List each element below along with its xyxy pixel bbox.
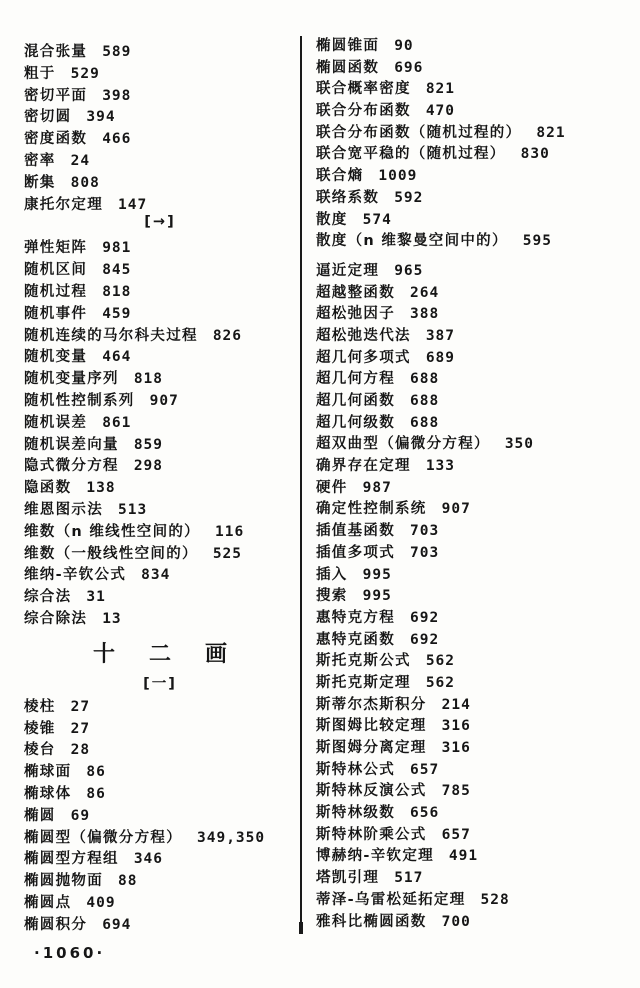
entry-term: 断集 — [24, 174, 56, 191]
entry-page-number: 907 — [149, 392, 179, 409]
entry-term: 椭圆锥面 — [316, 38, 380, 54]
index-entry — [316, 823, 638, 845]
index-entry — [316, 714, 638, 736]
index-entry — [316, 432, 638, 454]
index-entry — [316, 476, 638, 498]
index-entry — [24, 324, 296, 346]
index-entry — [24, 607, 296, 629]
index-entry — [24, 760, 296, 782]
entry-term: 随机误差 — [24, 414, 88, 431]
entry-term: 椭圆型方程组 — [24, 851, 119, 868]
entry-page-number: 657 — [441, 826, 471, 843]
entry-page-number: 525 — [212, 545, 243, 562]
index-entry — [24, 62, 296, 84]
index-entry — [24, 520, 296, 542]
entry-term: 联合分布函数（随机过程的） — [316, 124, 522, 141]
entry-term: 随机变量序列 — [24, 371, 119, 388]
index-entry — [24, 258, 296, 280]
index-entry — [24, 433, 296, 455]
entry-page-number: 88 — [118, 873, 138, 890]
index-entry — [24, 913, 296, 935]
entry-term: 惠特克方程 — [316, 609, 395, 626]
entry-term: 混合张量 — [24, 44, 88, 60]
entry-term: 密切平面 — [24, 87, 88, 104]
entry-page-number: 861 — [102, 414, 132, 431]
entry-term: 联合宽平稳的（随机过程） — [316, 146, 506, 163]
entry-page-number: 574 — [362, 211, 392, 228]
entry-page-number: 470 — [425, 103, 456, 120]
entry-term: 椭圆积分 — [24, 916, 88, 933]
index-column-right — [316, 34, 638, 931]
entry-term: 超几何多项式 — [316, 349, 411, 366]
entry-page-number: 1009 — [378, 168, 418, 185]
entry-term: 密度函数 — [24, 131, 88, 148]
entry-term: 斯图姆比较定理 — [316, 718, 427, 735]
entry-page-number: 688 — [410, 414, 440, 431]
entry-page-number: 826 — [212, 327, 243, 344]
entry-term: 散度（n 维黎曼空间中的） — [316, 233, 508, 250]
entry-term: 超双曲型（偏微分方程） — [316, 436, 490, 453]
entry-page-number: 834 — [141, 567, 171, 584]
entry-page-number: 491 — [448, 848, 479, 865]
entry-page-number: 513 — [118, 501, 148, 518]
entry-page-number: 31 — [86, 589, 106, 606]
index-entry — [24, 695, 296, 717]
entry-term: 插入 — [316, 566, 348, 583]
entry-term: 联合概率密度 — [316, 81, 411, 98]
entry-term: 超松弛因子 — [316, 306, 395, 323]
index-entry — [24, 585, 296, 607]
entry-term: 硬件 — [316, 479, 348, 496]
entry-term: 散度 — [316, 211, 348, 228]
entry-term: 超几何方程 — [316, 371, 395, 388]
index-entry — [24, 454, 296, 476]
entry-page-number: 69 — [70, 807, 91, 824]
entry-term: 超几何函数 — [316, 393, 395, 409]
entry-page-number: 859 — [133, 436, 164, 453]
index-entry — [316, 693, 638, 715]
entry-page-number: 703 — [410, 544, 440, 561]
entry-term: 超几何级数 — [316, 414, 395, 431]
entry-term: 搜索 — [316, 588, 348, 605]
entry-page-number: 24 — [70, 152, 91, 169]
index-entry — [24, 804, 296, 826]
entry-page-number: 464 — [102, 349, 132, 366]
entry-page-number: 398 — [102, 87, 132, 104]
entry-term: 维纳-辛钦公式 — [24, 567, 127, 584]
index-entry — [24, 411, 296, 433]
entry-term: 蒂泽-乌雷松延拓定理 — [316, 891, 466, 908]
index-entry — [316, 888, 638, 910]
entry-term: 随机误差向量 — [24, 436, 119, 453]
index-entry — [316, 164, 638, 186]
index-entry — [316, 346, 638, 368]
index-entry — [24, 105, 296, 127]
entry-page-number: 595 — [522, 233, 552, 250]
entry-term: 椭球体 — [24, 785, 72, 802]
index-entry — [316, 281, 638, 303]
index-entry — [24, 847, 296, 869]
entry-term: 逼近定理 — [316, 262, 380, 279]
entry-page-number: 27 — [70, 698, 91, 715]
entry-page-number: 907 — [441, 501, 471, 518]
index-entry — [316, 259, 638, 281]
entry-term: 随机事件 — [24, 305, 88, 322]
entry-page-number: 981 — [102, 240, 132, 257]
index-entry — [316, 649, 638, 671]
entry-term: 棱柱 — [24, 698, 56, 715]
entry-page-number: 409 — [86, 894, 116, 911]
index-entry — [316, 541, 638, 563]
entry-page-number: 350 — [504, 436, 535, 453]
index-entry — [316, 454, 638, 476]
index-entry — [316, 563, 638, 585]
page-number: ·1060· — [34, 944, 106, 962]
index-entry — [316, 497, 638, 519]
entry-term: 斯蒂尔杰斯积分 — [316, 696, 427, 713]
entry-page-number: 818 — [133, 371, 164, 388]
entry-term: 椭球面 — [24, 764, 72, 781]
index-entry — [316, 186, 638, 208]
index-entry — [24, 302, 296, 324]
entry-page-number: 689 — [425, 349, 456, 366]
index-entry — [316, 779, 638, 801]
index-entry — [24, 127, 296, 149]
index-entry — [24, 345, 296, 367]
index-entry — [316, 758, 638, 780]
entry-term: 联络系数 — [316, 189, 380, 206]
index-entry — [316, 208, 638, 230]
entry-page-number: 845 — [102, 262, 132, 279]
entry-term: 斯托克斯定理 — [316, 674, 411, 691]
entry-term: 康托尔定理 — [24, 196, 103, 213]
entry-term: 椭圆点 — [24, 894, 72, 911]
index-entry — [24, 236, 296, 258]
entry-page-number: 995 — [362, 566, 392, 583]
entry-page-number: 349,350 — [197, 829, 266, 846]
index-entry — [316, 910, 638, 932]
entry-term: 超松弛迭代法 — [316, 327, 411, 344]
index-entry — [316, 302, 638, 324]
entry-term: 雅科比椭圆函数 — [316, 913, 427, 930]
entry-term: 斯特林级数 — [316, 805, 395, 822]
entry-term: 维数（n 维线性空间的） — [24, 523, 200, 540]
entry-page-number: 696 — [394, 59, 424, 76]
entry-page-number: 589 — [102, 44, 132, 60]
entry-term: 联合分布函数 — [316, 103, 411, 120]
entry-term: 综合法 — [24, 589, 72, 606]
entry-page-number: 562 — [425, 674, 456, 691]
entry-term: 博赫纳-辛钦定理 — [316, 848, 434, 865]
entry-page-number: 692 — [410, 631, 440, 648]
entry-page-number: 387 — [425, 327, 456, 344]
index-entry — [316, 866, 638, 888]
index-entry — [316, 367, 638, 389]
index-entry — [316, 121, 638, 143]
index-entry — [24, 891, 296, 913]
entry-page-number: 703 — [410, 523, 440, 540]
entry-term: 斯特林阶乘公式 — [316, 826, 427, 843]
entry-page-number: 694 — [102, 916, 132, 933]
index-entry — [24, 869, 296, 891]
entry-term: 塔凯引理 — [316, 870, 380, 887]
entry-page-number: 562 — [425, 653, 456, 670]
entry-page-number: 529 — [70, 65, 100, 82]
entry-term: 惠特克函数 — [316, 631, 395, 648]
entry-page-number: 264 — [410, 284, 440, 301]
entry-term: 维恩图示法 — [24, 501, 103, 518]
entry-term: 随机连续的马尔科夫过程 — [24, 327, 198, 344]
section-header: 十二画 — [92, 641, 261, 667]
index-entry — [24, 171, 296, 193]
entry-term: 椭圆 — [24, 807, 56, 824]
entry-term: 密切圆 — [24, 109, 72, 126]
entry-term: 超越整函数 — [316, 284, 395, 301]
index-entry — [316, 584, 638, 606]
entry-term: 插值基函数 — [316, 523, 395, 540]
index-entry — [316, 736, 638, 758]
entry-page-number: 517 — [394, 870, 424, 887]
entry-term: 确界存在定理 — [316, 458, 411, 475]
index-entry — [316, 229, 638, 251]
entry-term: 随机性控制系列 — [24, 392, 135, 409]
entry-page-number: 90 — [394, 38, 414, 54]
entry-term: 棱锥 — [24, 720, 56, 737]
entry-term: 隐函数 — [24, 480, 72, 497]
entry-page-number: 692 — [410, 609, 440, 626]
index-entry — [24, 498, 296, 520]
index-entry — [24, 149, 296, 171]
index-entry — [316, 844, 638, 866]
entry-page-number: 987 — [362, 479, 392, 496]
entry-term: 椭圆型（偏微分方程） — [24, 829, 182, 846]
entry-page-number: 316 — [441, 718, 471, 735]
index-entry — [316, 606, 638, 628]
entry-term: 随机过程 — [24, 283, 88, 300]
entry-term: 粗于 — [24, 65, 56, 82]
index-entry — [24, 542, 296, 564]
index-entry — [24, 40, 296, 62]
index-entry — [316, 324, 638, 346]
entry-page-number: 700 — [441, 913, 471, 930]
entry-page-number: 995 — [362, 588, 392, 605]
entry-page-number: 138 — [86, 480, 116, 497]
entry-page-number: 459 — [102, 305, 132, 322]
entry-term: 弹性矩阵 — [24, 240, 88, 257]
index-column-left — [24, 40, 296, 934]
entry-page-number: 830 — [520, 146, 550, 163]
index-entry — [24, 738, 296, 760]
index-entry — [316, 142, 638, 164]
entry-page-number: 27 — [70, 720, 91, 737]
index-entry — [316, 801, 638, 823]
entry-page-number: 965 — [394, 262, 424, 279]
entry-page-number: 388 — [410, 306, 440, 323]
entry-term: 联合熵 — [316, 168, 364, 185]
entry-page-number: 86 — [86, 785, 106, 802]
entry-page-number: 818 — [102, 283, 132, 300]
index-entry — [316, 99, 638, 121]
entry-term: 插值多项式 — [316, 544, 395, 561]
column-spacer — [316, 251, 638, 259]
entry-page-number: 688 — [410, 371, 440, 388]
entry-term: 斯图姆分离定理 — [316, 740, 427, 756]
entry-page-number: 28 — [70, 742, 91, 759]
entry-page-number: 656 — [410, 805, 440, 822]
index-entry — [316, 77, 638, 99]
entry-term: 综合除法 — [24, 610, 88, 627]
index-entry — [316, 628, 638, 650]
index-entry — [24, 782, 296, 804]
entry-term: 棱台 — [24, 742, 56, 759]
entry-term: 密率 — [24, 152, 56, 169]
entry-page-number: 466 — [102, 131, 132, 148]
index-entry — [316, 519, 638, 541]
entry-page-number: 394 — [86, 109, 116, 126]
entry-term: 斯特林公式 — [316, 761, 395, 778]
index-entry — [24, 717, 296, 739]
index-entry — [24, 563, 296, 585]
index-entry — [316, 34, 638, 56]
index-entry — [24, 280, 296, 302]
entry-page-number: 657 — [410, 761, 440, 778]
entry-page-number: 346 — [133, 851, 164, 868]
index-entry — [316, 411, 638, 433]
entry-page-number: 147 — [118, 196, 148, 213]
entry-page-number: 116 — [214, 523, 245, 540]
index-entry — [316, 56, 638, 78]
entry-page-number: 688 — [410, 393, 440, 409]
entry-page-number: 528 — [480, 891, 510, 908]
index-entry — [24, 84, 296, 106]
index-entry — [316, 389, 638, 411]
entry-page-number: 86 — [86, 764, 106, 781]
index-entry — [24, 193, 296, 215]
entry-page-number: 808 — [70, 174, 100, 191]
entry-page-number: 592 — [394, 189, 424, 206]
entry-page-number: 785 — [441, 783, 471, 800]
entry-term: 确定性控制系统 — [316, 501, 427, 518]
entry-term: 椭圆抛物面 — [24, 873, 103, 890]
index-entry — [24, 476, 296, 498]
entry-term: 随机变量 — [24, 349, 88, 366]
index-entry — [24, 367, 296, 389]
stroke-group-header: [一] — [143, 676, 177, 693]
entry-page-number: 13 — [102, 610, 122, 627]
entry-page-number: 214 — [441, 696, 471, 713]
entry-page-number: 316 — [441, 740, 471, 756]
index-entry — [316, 671, 638, 693]
entry-page-number: 821 — [425, 81, 456, 98]
entry-term: 椭圆函数 — [316, 59, 380, 76]
entry-page-number: 298 — [133, 458, 164, 475]
entry-term: 隐式微分方程 — [24, 458, 119, 475]
column-divider — [300, 36, 302, 922]
entry-page-number: 133 — [425, 458, 456, 475]
index-entry — [24, 826, 296, 848]
entry-term: 斯托克斯公式 — [316, 653, 411, 670]
entry-page-number: 821 — [536, 124, 566, 141]
entry-term: 斯特林反演公式 — [316, 783, 427, 800]
index-entry — [24, 389, 296, 411]
stroke-group-header: [→] — [144, 214, 176, 231]
entry-term: 维数（一般线性空间的） — [24, 545, 198, 562]
entry-term: 随机区间 — [24, 262, 88, 279]
